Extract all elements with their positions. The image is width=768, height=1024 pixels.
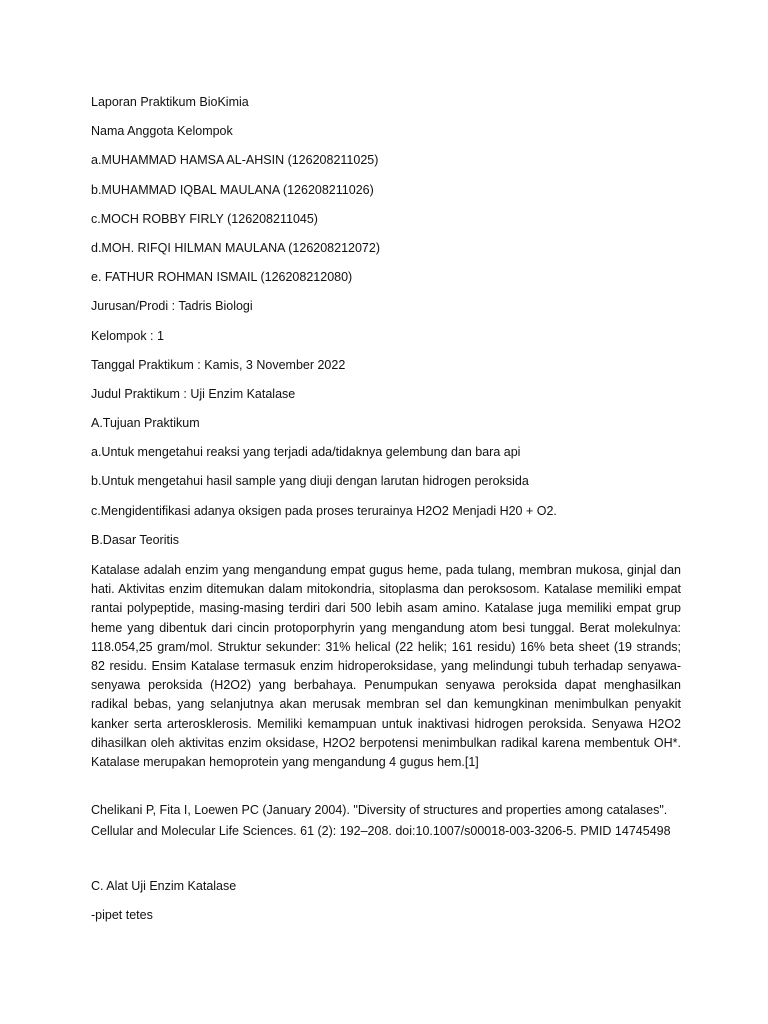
tujuan-heading: A.Tujuan Praktikum	[91, 416, 200, 431]
member-item: c.MOCH ROBBY FIRLY (126208211045)	[91, 211, 318, 226]
member-item: b.MUHAMMAD IQBAL MAULANA (126208211026)	[91, 182, 374, 197]
spacer	[91, 772, 681, 800]
dasar-paragraph: Katalase adalah enzim yang mengandung empat gugus heme, pada tulang, membran mukosa, ginjal dan hati. Aktivitas enzim ditemukan dalam mitokondria, sitoplasma dan peroksosom. Katalase memiliki empat rantai polypeptide, masing-masing terdiri dari 500 lebih asam amino. Katalase juga memiliki empat grup heme yang dibentuk dari cincin protoporphyrin yang mengandung atom besi tunggal. Berat molekulnya: 118.054,25 gram/mol. Struktur sekunder: 31% helical (22 helik; 161 residu) 16% beta sheet (19 strands; 82 residu. Ensim Katalase termasuk enzim hidroperoksidase, yang melindungi tubuh terhadap senyawa-senyawa peroksida (H2O2) yang berbahaya. Penumpukan senyawa peroksida dapat menghasilkan radikal bebas, yang selanjutnya akan merusak membran sel dan kemungkinan menimbulkan penyakit kanker serta arterosklerosis. Memiliki kemampuan untuk inaktivasi hidrogen peroksida. Senyawa H2O2 dihasilkan oleh aktivitas enzim oksidase, H2O2 berpotensi menimbulkan radikal karena membentuk OH*. Katalase merupakan hemoprotein yang mengandung 4 gugus hem.[1]	[91, 563, 681, 770]
judul-line: Judul Praktikum : Uji Enzim Katalase	[91, 386, 296, 401]
member-item: a.MUHAMMAD HAMSA AL-AHSIN (126208211025)	[91, 153, 379, 168]
alat-item: -pipet tetes	[91, 908, 153, 923]
report-title: Laporan Praktikum BioKimia	[91, 95, 249, 109]
tanggal-line: Tanggal Praktikum : Kamis, 3 November 2022	[91, 357, 346, 372]
kelompok-line: Kelompok : 1	[91, 328, 164, 343]
member-item: e. FATHUR ROHMAN ISMAIL (126208212080)	[91, 270, 353, 285]
members-heading: Nama Anggota Kelompok	[91, 124, 233, 139]
tujuan-item: c.Mengidentifikasi adanya oksigen pada proses terurainya H2O2 Menjadi H20 + O2.	[91, 503, 557, 518]
document-page	[91, 94, 681, 937]
dasar-heading: B.Dasar Teoritis	[91, 532, 179, 547]
tujuan-item: a.Untuk mengetahui reaksi yang terjadi ada/tidaknya gelembung dan bara api	[91, 445, 521, 460]
tujuan-item: b.Untuk mengetahui hasil sample yang diuji dengan larutan hidrogen peroksida	[91, 474, 529, 489]
jurusan-line: Jurusan/Prodi : Tadris Biologi	[91, 299, 253, 314]
reference-text: Chelikani P, Fita I, Loewen PC (January 2004). "Diversity of structures and properties among catalases". Cellular and Molecular Life Sciences. 61 (2): 192–208. doi:10.1007/s00018-003-3206-5. PMID 14745498	[91, 803, 671, 839]
alat-heading: C. Alat Uji Enzim Katalase	[91, 879, 237, 894]
member-item: d.MOH. RIFQI HILMAN MAULANA (126208212072)	[91, 240, 381, 255]
spacer	[91, 842, 681, 878]
